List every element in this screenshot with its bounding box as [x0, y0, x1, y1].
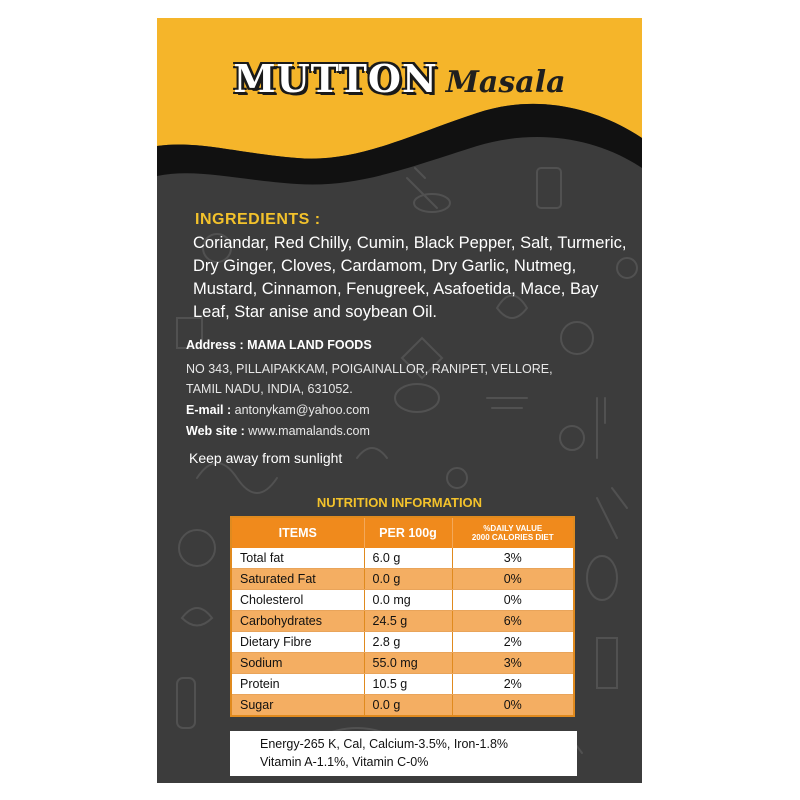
table-row: [231, 548, 574, 569]
table-row: [231, 632, 574, 653]
row-daily-value: 0%: [452, 569, 574, 590]
row-per-100g: 55.0 mg: [364, 653, 452, 674]
row-item: Sugar: [231, 695, 364, 717]
row-item: Cholesterol: [231, 590, 364, 611]
row-per-100g: 6.0 g: [364, 548, 452, 569]
website-value: www.mamalands.com: [248, 424, 370, 438]
title-script-text: Masala: [445, 65, 566, 100]
label-panel: [157, 18, 642, 783]
table-row: [231, 569, 574, 590]
ingredients-list: Coriandar, Red Chilly, Cumin, Black Pepper, Salt, Turmeric, Dry Ginger, Cloves, Cardamom, Dry Garlic, Nutmeg, Mustard, Cinnamon, Fenugreek, Asafoetida, Mace, Bay Leaf, Star anise and soybean Oil.: [193, 234, 627, 321]
header-items: ITEMS: [231, 517, 364, 548]
row-per-100g: 2.8 g: [364, 632, 452, 653]
row-item: Saturated Fat: [231, 569, 364, 590]
header-daily-value: %DAILY VALUE 2000 CALORIES DIET: [452, 517, 574, 548]
row-per-100g: 0.0 g: [364, 569, 452, 590]
row-item: Protein: [231, 674, 364, 695]
product-title: [157, 56, 642, 101]
row-daily-value: 2%: [452, 632, 574, 653]
header-wave-banner: [157, 18, 642, 218]
email-value: antonykam@yahoo.com: [234, 403, 370, 417]
energy-line-2: Vitamin A-1.1%, Vitamin C-0%: [260, 755, 429, 769]
email-label: E-mail :: [186, 403, 232, 417]
energy-info-box: [230, 731, 577, 776]
table-row: [231, 590, 574, 611]
row-daily-value: 3%: [452, 548, 574, 569]
table-row: [231, 611, 574, 632]
website-row: [186, 424, 626, 438]
website-label: Web site :: [186, 424, 245, 438]
storage-note: Keep away from sunlight: [189, 450, 343, 466]
ingredients-heading: INGREDIENTS :: [195, 211, 321, 228]
row-per-100g: 10.5 g: [364, 674, 452, 695]
title-main-text: MUTTON: [233, 56, 438, 101]
table-row: [231, 695, 574, 717]
row-daily-value: 6%: [452, 611, 574, 632]
nutrition-table: [230, 516, 575, 717]
energy-line-1: Energy-265 K, Cal, Calcium-3.5%, Iron-1.8%: [260, 737, 509, 751]
row-item: Sodium: [231, 653, 364, 674]
row-daily-value: 0%: [452, 590, 574, 611]
nutrition-title: NUTRITION INFORMATION: [316, 495, 483, 510]
table-row: [231, 674, 574, 695]
row-per-100g: 24.5 g: [364, 611, 452, 632]
row-daily-value: 2%: [452, 674, 574, 695]
header-per-100g: PER 100g: [364, 517, 452, 548]
row-daily-value: 0%: [452, 695, 574, 717]
row-item: Total fat: [231, 548, 364, 569]
address-line-1: NO 343, PILLAIPAKKAM, POIGAINALLOR, RANIPET, VELLORE,: [186, 362, 553, 376]
row-item: Dietary Fibre: [231, 632, 364, 653]
email-row: [186, 403, 626, 417]
table-row: [231, 653, 574, 674]
address-label: Address : MAMA LAND FOODS: [186, 338, 372, 352]
row-per-100g: 0.0 g: [364, 695, 452, 717]
row-per-100g: 0.0 mg: [364, 590, 452, 611]
row-daily-value: 3%: [452, 653, 574, 674]
row-item: Carbohydrates: [231, 611, 364, 632]
address-line-2: TAMIL NADU, INDIA, 631052.: [186, 382, 353, 396]
